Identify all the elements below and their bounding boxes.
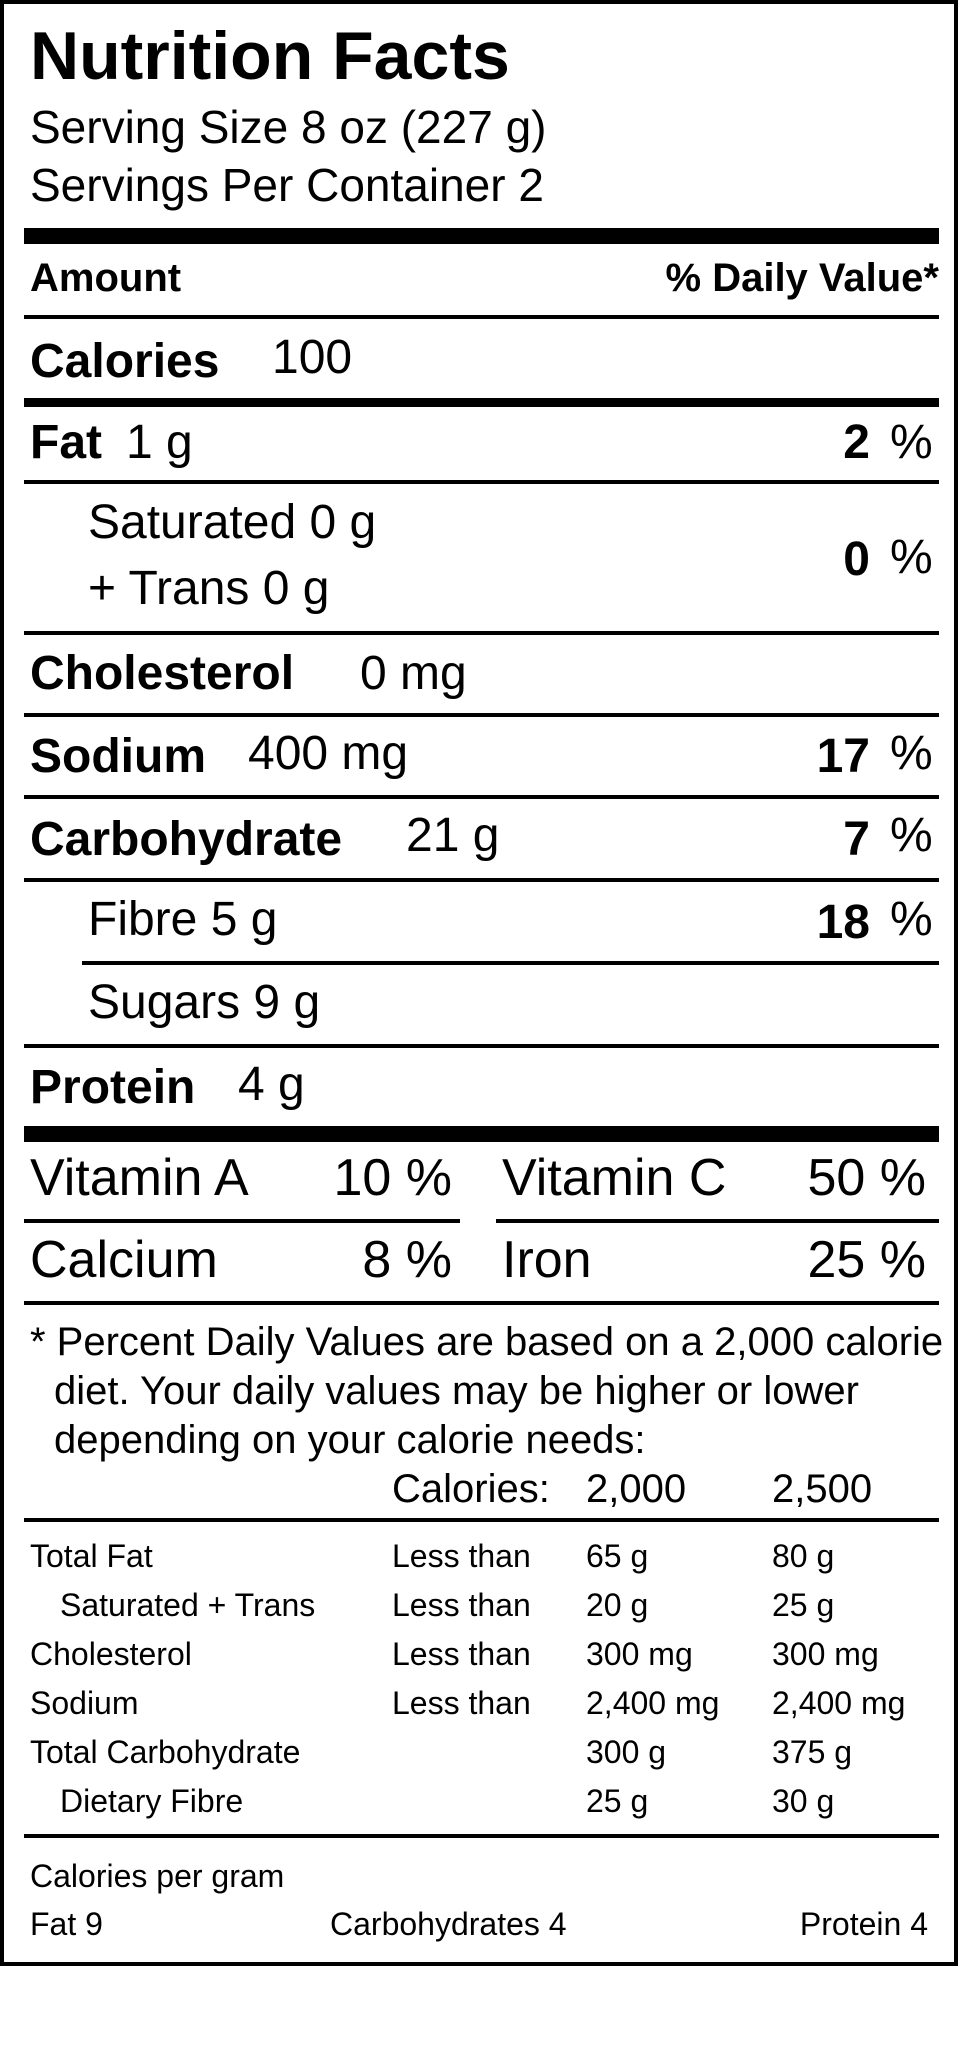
- calories-2000-heading: 2,000: [586, 1467, 687, 1511]
- calories-per-gram-title: Calories per gram: [30, 1858, 285, 1894]
- calcium-label: Calcium: [30, 1231, 218, 1289]
- vitamin-a-value: 10 %: [333, 1149, 452, 1207]
- divider: [24, 795, 939, 799]
- calories-value: 100: [272, 331, 353, 384]
- footnote-line-1: * Percent Daily Values are based on a 2,000 calorie: [30, 1320, 944, 1364]
- carbohydrate-dv: 7: [843, 813, 870, 866]
- divider: [496, 1219, 939, 1223]
- fibre-dv-percent: %: [890, 893, 933, 946]
- reference-2000: 300 mg: [586, 1636, 693, 1672]
- reference-limit: Less than: [392, 1587, 531, 1623]
- divider: [24, 713, 939, 717]
- calories-2500-heading: 2,500: [772, 1467, 873, 1511]
- carbohydrate-amount: 21 g: [406, 809, 500, 862]
- daily-value-heading: % Daily Value*: [665, 256, 939, 300]
- reference-2500: 2,400 mg: [772, 1685, 906, 1721]
- servings-per-container: Servings Per Container 2: [30, 159, 544, 211]
- reference-name: Total Carbohydrate: [30, 1734, 301, 1770]
- protein-amount: 4 g: [238, 1058, 305, 1111]
- divider: [24, 1834, 939, 1838]
- sodium-amount: 400 mg: [248, 727, 409, 780]
- fat-label: Fat: [30, 416, 102, 469]
- divider: [24, 631, 939, 635]
- footnote-line-3: depending on your calorie needs:: [54, 1418, 646, 1462]
- sugars-label: Sugars 9 g: [88, 976, 321, 1029]
- calories-label: Calories: [30, 335, 220, 388]
- footnote-line-2: diet. Your daily values may be higher or lower: [54, 1369, 859, 1413]
- iron-label: Iron: [502, 1231, 592, 1289]
- reference-limit: Less than: [392, 1636, 531, 1672]
- reference-2000: 20 g: [586, 1587, 649, 1623]
- reference-2000: 65 g: [586, 1538, 649, 1574]
- reference-2500: 375 g: [772, 1734, 853, 1770]
- reference-name: Sodium: [30, 1685, 139, 1721]
- calcium-value: 8 %: [362, 1231, 452, 1289]
- vitamin-c-value: 50 %: [807, 1149, 926, 1207]
- divider: [24, 1518, 939, 1522]
- reference-2500: 300 mg: [772, 1636, 879, 1672]
- vitamin-a-label: Vitamin A: [30, 1149, 249, 1207]
- protein-label: Protein: [30, 1061, 196, 1114]
- sodium-dv-percent: %: [890, 727, 933, 780]
- reference-2000: 25 g: [586, 1783, 649, 1819]
- reference-name: Saturated + Trans: [60, 1587, 316, 1623]
- reference-2500: 80 g: [772, 1538, 835, 1574]
- vitamin-c-label: Vitamin C: [502, 1149, 727, 1207]
- reference-name: Total Fat: [30, 1538, 153, 1574]
- label-title: Nutrition Facts: [30, 18, 510, 94]
- divider: [82, 961, 939, 965]
- divider: [24, 1044, 939, 1048]
- reference-limit: Less than: [392, 1685, 531, 1721]
- trans-fat-label: + Trans 0 g: [88, 562, 330, 615]
- sodium-label: Sodium: [30, 730, 206, 783]
- reference-limit: Less than: [392, 1538, 531, 1574]
- thick-divider: [24, 228, 939, 244]
- medium-divider: [24, 398, 939, 407]
- reference-name: Cholesterol: [30, 1636, 192, 1672]
- fat-amount: 1 g: [126, 416, 193, 469]
- thick-divider: [24, 1126, 939, 1142]
- reference-2000: 2,400 mg: [586, 1685, 720, 1721]
- sodium-dv: 17: [816, 730, 870, 783]
- saturated-trans-dv-percent: %: [890, 531, 933, 584]
- divider: [24, 1301, 939, 1305]
- cholesterol-amount: 0 mg: [360, 647, 467, 700]
- divider: [24, 480, 939, 484]
- carbohydrate-dv-percent: %: [890, 809, 933, 862]
- reference-2500: 25 g: [772, 1587, 835, 1623]
- fat-dv: 2: [843, 416, 870, 469]
- reference-name: Dietary Fibre: [60, 1783, 244, 1819]
- protein-calories-per-gram: Protein 4: [799, 1906, 928, 1942]
- divider: [24, 315, 939, 319]
- serving-size: Serving Size 8 oz (227 g): [30, 101, 547, 153]
- reference-2500: 30 g: [772, 1783, 835, 1819]
- reference-2000: 300 g: [586, 1734, 667, 1770]
- carbohydrate-label: Carbohydrate: [30, 813, 343, 866]
- saturated-fat-label: Saturated 0 g: [88, 496, 377, 549]
- fibre-dv: 18: [816, 896, 870, 949]
- fibre-label: Fibre 5 g: [88, 893, 278, 946]
- fat-calories-per-gram: Fat 9: [30, 1906, 103, 1942]
- iron-value: 25 %: [807, 1231, 926, 1289]
- divider: [24, 1219, 460, 1223]
- calories-column-heading: Calories:: [392, 1467, 550, 1511]
- amount-heading: Amount: [30, 256, 182, 300]
- cholesterol-label: Cholesterol: [30, 647, 295, 700]
- saturated-trans-dv: 0: [843, 533, 870, 586]
- divider: [24, 878, 939, 882]
- fat-dv-percent: %: [890, 416, 933, 469]
- carbohydrates-calories-per-gram: Carbohydrates 4: [330, 1906, 567, 1942]
